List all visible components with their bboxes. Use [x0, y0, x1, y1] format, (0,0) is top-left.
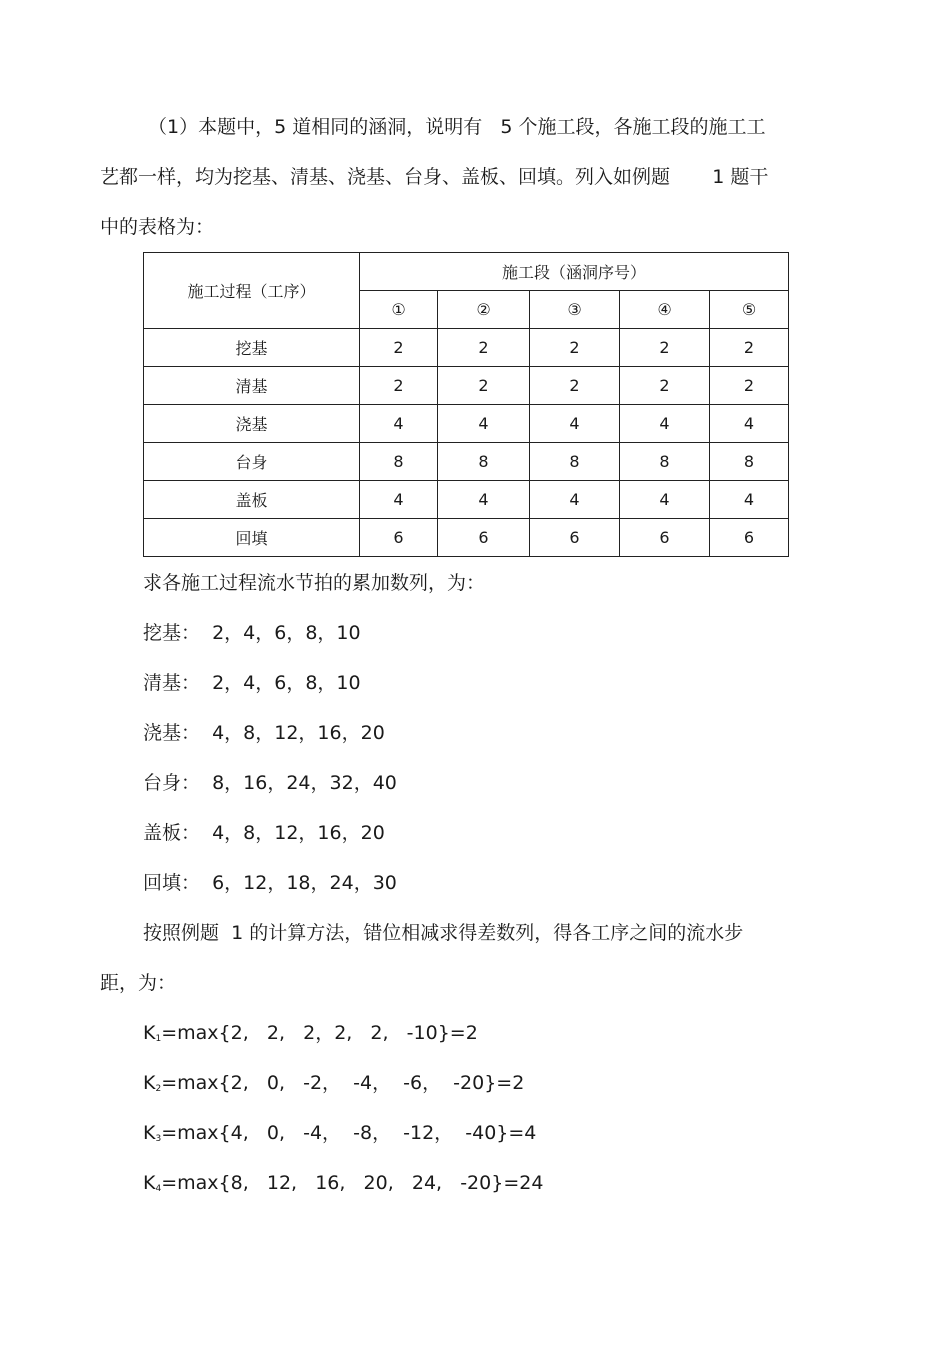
intro-line-3: 中的表格为： [100, 216, 215, 238]
cell-value: 4 [620, 405, 710, 443]
cell-value: 4 [360, 405, 438, 443]
step-subscript: 4 [155, 1184, 162, 1194]
step-subscript: 2 [155, 1084, 162, 1094]
cumulative-item: 清基： 2，4，6，8，10 [143, 672, 361, 694]
table-row [144, 481, 789, 519]
cumulative-item: 挖基： 2，4，6，8，10 [143, 622, 361, 644]
table-row [144, 519, 789, 557]
cell-value: 4 [360, 481, 438, 519]
cumulative-item: 浇基： 4，8，12，16，20 [143, 722, 385, 744]
step-expr: =max{2, 2, 2，2, 2, -10}=2 [161, 1022, 478, 1044]
cell-value: 2 [438, 329, 530, 367]
step-var: K [143, 1022, 156, 1044]
cell-value: 2 [530, 367, 620, 405]
segment-label: ③ [530, 291, 620, 329]
cell-value: 4 [530, 405, 620, 443]
method-line-2: 距，为： [100, 972, 177, 994]
step-subscript: 3 [155, 1134, 162, 1144]
cumulative-item: 回填： 6，12，18，24，30 [143, 872, 397, 894]
cell-value: 2 [360, 367, 438, 405]
cumulative-heading: 求各施工过程流水节拍的累加数列，为： [143, 572, 486, 594]
cell-value: 2 [710, 367, 789, 405]
cell-value: 4 [438, 405, 530, 443]
process-header: 施工过程（工序） [144, 253, 360, 329]
step-expr: =max{8, 12, 16, 20, 24, -20}=24 [161, 1172, 544, 1194]
cell-value: 6 [710, 519, 789, 557]
cumulative-item: 盖板： 4，8，12，16，20 [143, 822, 385, 844]
cell-value: 6 [438, 519, 530, 557]
table-row [144, 329, 789, 367]
step-expr: =max{2, 0, -2， -4， -6， -20}=2 [161, 1072, 525, 1094]
process-name: 浇基 [144, 405, 360, 443]
step-formula-2 [143, 1071, 524, 1101]
step-var: K [143, 1122, 156, 1144]
process-name: 挖基 [144, 329, 360, 367]
table-row [144, 367, 789, 405]
cell-value: 8 [438, 443, 530, 481]
cell-value: 8 [530, 443, 620, 481]
cell-value: 6 [530, 519, 620, 557]
step-formula-3 [143, 1121, 536, 1151]
cell-value: 4 [530, 481, 620, 519]
method-line-1: 按照例题 1 的计算方法，错位相减求得差数列，得各工序之间的流水步 [143, 922, 744, 944]
cell-value: 2 [530, 329, 620, 367]
construction-table [143, 252, 789, 557]
cell-value: 4 [710, 405, 789, 443]
process-name: 台身 [144, 443, 360, 481]
cell-value: 2 [360, 329, 438, 367]
cell-value: 8 [710, 443, 789, 481]
process-name: 清基 [144, 367, 360, 405]
cell-value: 2 [620, 367, 710, 405]
cell-value: 8 [360, 443, 438, 481]
step-formula-4 [143, 1171, 543, 1201]
cell-value: 4 [710, 481, 789, 519]
table-row [144, 405, 789, 443]
cell-value: 2 [438, 367, 530, 405]
cell-value: 2 [710, 329, 789, 367]
segment-label: ① [360, 291, 438, 329]
step-expr: =max{4, 0, -4， -8， -12， -40}=4 [161, 1122, 537, 1144]
step-formula-1 [143, 1021, 478, 1051]
cell-value: 8 [620, 443, 710, 481]
step-var: K [143, 1172, 156, 1194]
intro-line-1: （1）本题中，5 道相同的涵洞，说明有 5 个施工段，各施工段的施工工 [148, 116, 766, 138]
process-name: 回填 [144, 519, 360, 557]
step-subscript: 1 [155, 1034, 162, 1044]
process-name: 盖板 [144, 481, 360, 519]
cumulative-item: 台身： 8，16，24，32，40 [143, 772, 397, 794]
cell-value: 4 [620, 481, 710, 519]
cell-value: 4 [438, 481, 530, 519]
step-var: K [143, 1072, 156, 1094]
segment-label: ⑤ [710, 291, 789, 329]
table-row [144, 443, 789, 481]
cell-value: 6 [620, 519, 710, 557]
segment-label: ④ [620, 291, 710, 329]
intro-line-2: 艺都一样，均为挖基、清基、浇基、台身、盖板、回填。列入如例题 1 题干 [100, 166, 769, 188]
segment-header: 施工段（涵洞序号） [360, 253, 789, 291]
cell-value: 6 [360, 519, 438, 557]
segment-label: ② [438, 291, 530, 329]
cell-value: 2 [620, 329, 710, 367]
